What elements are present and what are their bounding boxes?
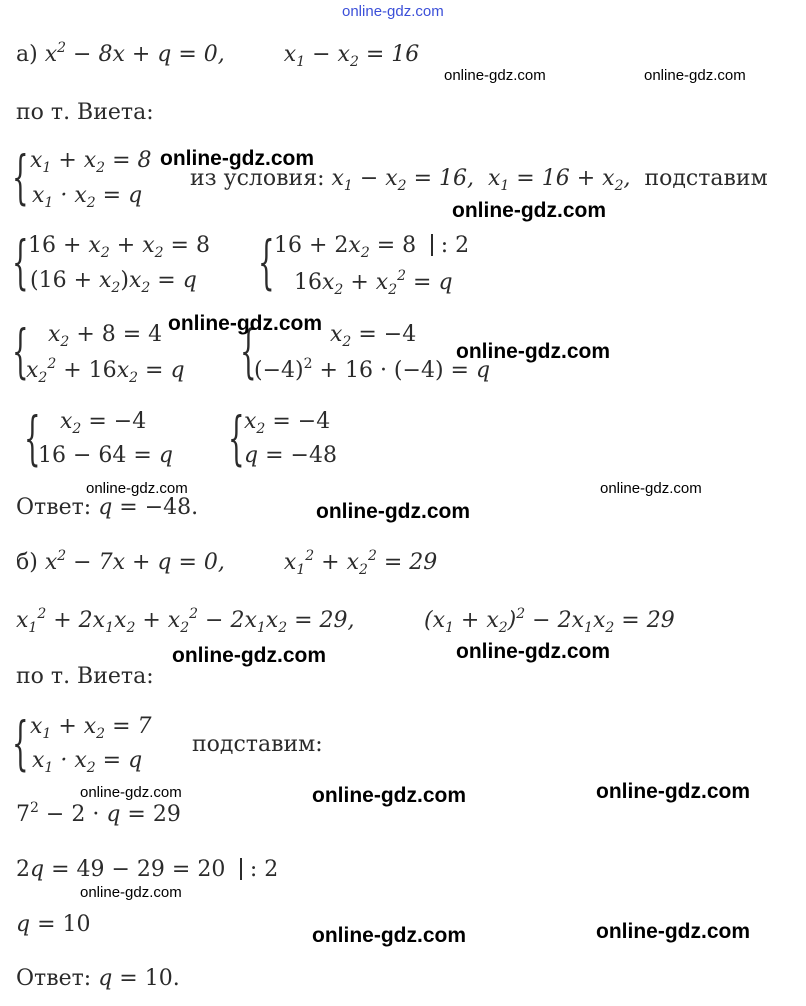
- part-a-label: а): [16, 42, 38, 67]
- watermark: online-gdz.com: [312, 784, 466, 807]
- watermark: online-gdz.com: [596, 780, 750, 803]
- part-b-label: б): [16, 550, 38, 575]
- divider-bar: [240, 858, 242, 880]
- part-a-sys1-row1: $x_1 + x_2 = 8$: [30, 148, 152, 176]
- part-a-sys2-row2: $(16 + x_2)x_2 = q$: [30, 268, 197, 296]
- system-brace: {: [12, 228, 29, 296]
- watermark: online-gdz.com: [80, 884, 182, 901]
- watermark: online-gdz.com: [456, 640, 610, 663]
- part-b-vieta-label: по т. Виета:: [16, 664, 154, 689]
- part-a-condition: $x_1 - x_2 = 16$: [283, 42, 420, 70]
- part-b-expansion-right: $(x_1 + x_2)^2 - 2x_1x_2 = 29$: [424, 606, 675, 636]
- part-a-sys4-row1: $x_2 + 8 = 4$: [48, 322, 163, 350]
- watermark: online-gdz.com: [160, 147, 314, 170]
- part-a-sys5-row2: $(-4)^2 + 16 \cdot (-4) = q$: [254, 356, 491, 383]
- part-a-sys3-row2: $16x_2 + x_2^2 = q$: [294, 268, 453, 298]
- site-header-link[interactable]: online-gdz.com: [342, 3, 444, 20]
- part-b-expansion-left: $x_1^2 + 2x_1x_2 + x_2^2 - 2x_1x_2 = 29$,: [16, 606, 355, 636]
- part-a-line1: [16, 42, 419, 68]
- divider-bar: [431, 234, 433, 256]
- part-b-sys-row1: $x_1 + x_2 = 7$: [30, 714, 152, 742]
- watermark: online-gdz.com: [456, 340, 610, 363]
- part-b-sys-row2: $x_1 \cdot x_2 = q$: [32, 748, 143, 776]
- watermark: online-gdz.com: [452, 199, 606, 222]
- part-b-answer: Ответ: q = 10.: [16, 966, 180, 991]
- system-brace: {: [228, 404, 245, 472]
- system-brace: {: [12, 143, 29, 211]
- watermark: online-gdz.com: [444, 67, 546, 84]
- part-b-calc2: 2q = 49 − 29 = 20 : 2: [16, 857, 279, 882]
- system-brace: {: [240, 317, 257, 385]
- system-brace: {: [12, 709, 29, 777]
- part-b-condition: $x_1^2 + x_2^2 = 29$: [283, 548, 438, 578]
- part-a-vieta-label: по т. Виета:: [16, 100, 154, 125]
- part-b-substitute-label: подставим:: [192, 732, 323, 757]
- watermark: online-gdz.com: [168, 312, 322, 335]
- system-brace: {: [24, 404, 41, 472]
- part-a-sys6-row1: $x_2 = -4$: [60, 409, 147, 437]
- part-a-answer: Ответ: q = −48.: [16, 495, 199, 520]
- watermark: online-gdz.com: [312, 924, 466, 947]
- watermark: online-gdz.com: [86, 480, 188, 497]
- part-a-sys6-row2: 16 − 64 = q: [38, 443, 173, 468]
- part-b-line1: [16, 550, 437, 576]
- watermark: online-gdz.com: [172, 644, 326, 667]
- watermark: online-gdz.com: [644, 67, 746, 84]
- system-brace: {: [258, 228, 275, 296]
- watermark: online-gdz.com: [596, 920, 750, 943]
- part-a-sys2-row1: $16 + x_2 + x_2 = 8$: [28, 233, 210, 261]
- part-a-sys4-row2: $x_2^2 + 16x_2 = q$: [26, 356, 185, 386]
- part-a-equation: $x^2 - 8x + q = 0$,: [44, 40, 225, 67]
- part-b-equation: $x^2 - 7x + q = 0$,: [44, 548, 225, 575]
- system-brace: {: [12, 317, 29, 385]
- part-a-sys1-row2: $x_1 \cdot x_2 = q$: [32, 183, 143, 211]
- part-a-sys7-row2: q = −48: [244, 443, 337, 468]
- part-a-sys3-row1: $16 + 2x_2 = 8$ : 2: [274, 233, 470, 261]
- part-a-sys5-row1: $x_2 = -4$: [330, 322, 417, 350]
- part-a-sys7-row1: $x_2 = -4$: [244, 409, 331, 437]
- watermark: online-gdz.com: [316, 500, 470, 523]
- part-b-calc1: $7^2 - 2 \cdot q = 29$: [16, 800, 181, 827]
- part-a-condition-text: из условия: $x_1 - x_2 = 16$, $x_1 = 16 + x_2$, подставим: [190, 166, 768, 194]
- watermark: online-gdz.com: [600, 480, 702, 497]
- part-b-calc3: q = 10: [16, 912, 91, 937]
- watermark: online-gdz.com: [80, 784, 182, 801]
